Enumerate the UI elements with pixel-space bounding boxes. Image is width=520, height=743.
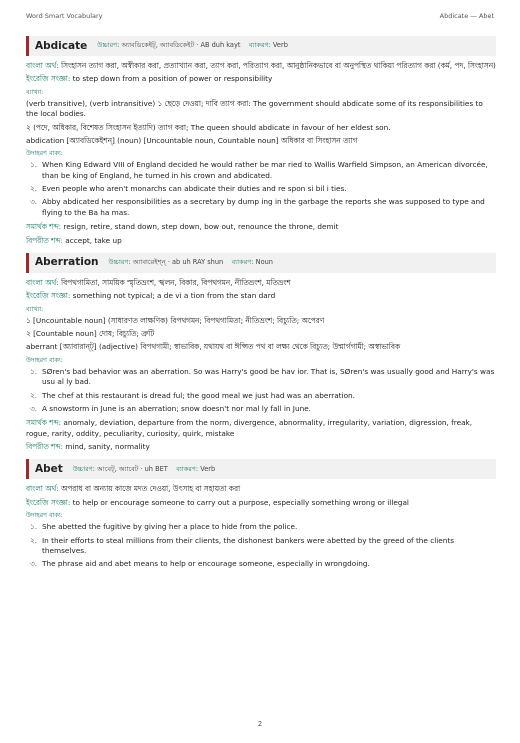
explanation-line: ১ [Uncountable noun] (সাধারণত লাক্ষণিক) বিপথগমন; বিপথগামিতা; নীতিভ্রংশ; বিচ্যুতি; অপেরণ bbox=[26, 315, 325, 325]
vocab-entry bbox=[26, 36, 496, 246]
vocab-entry bbox=[26, 459, 496, 569]
explanation-line: aberrant [অ্যাবারান্ট্‌] (adjective) বিপথগামী; স্বাভাবিক, যথাযথ বা ঈপ্সিত পথ বা লক্ষ্য থেকে বিচ্যুত; উন্মার্গগামী; অস্বাভাবিক bbox=[26, 342, 401, 352]
example-text: When King Edward VIII of England decided he would rather be mar ried to Wallis Warfield Simpson, an American divorcée, than be king of England, he turned in his crown and abdicated. bbox=[42, 160, 488, 180]
example-item bbox=[26, 367, 496, 388]
explanation-line: ২ [Countable noun] দোষ; বিচ্যুতি; ত্রুটি bbox=[26, 329, 155, 339]
english-definition-line bbox=[26, 498, 496, 508]
entry-header bbox=[26, 253, 496, 273]
example-text: In their efforts to steal millions from their clients, the dishonest bankers were abetted by the greed of the clients themselves. bbox=[42, 535, 455, 555]
example-item bbox=[26, 197, 496, 218]
antonyms: accept, take up bbox=[65, 235, 122, 245]
example-number: ১. bbox=[30, 522, 38, 532]
english-definition-label: ইংরেজি সংজ্ঞা: bbox=[26, 291, 71, 301]
bangla-meaning: অপরাধ বা অন্যায় কাজে মদত দেওয়া, উৎসাহ বা সহায়তা করা bbox=[61, 484, 241, 494]
bangla-meaning-label: বাংলা অর্থ: bbox=[26, 484, 59, 494]
pronunciation-label: উচ্চারণ: bbox=[108, 258, 131, 267]
english-definition-line bbox=[26, 74, 496, 84]
synonyms-label: সমার্থক শব্দ: bbox=[26, 418, 62, 428]
part-of-speech: Noun bbox=[255, 258, 273, 267]
example-number: ২. bbox=[30, 535, 38, 545]
pronunciation: আবেট্‌, অ্যাবেট · uh BET bbox=[97, 464, 168, 473]
example-item bbox=[26, 522, 496, 532]
explanation-line: (verb transitive), (verb intransitive) ১ ছেড়ে দেওয়া; দাবি ত্যাগ করা: The government should abdicate some of its responsibilities to the local bodies. bbox=[26, 98, 483, 119]
part-of-speech-label: ব্যাকরণ: bbox=[248, 41, 271, 50]
example-text: The phrase aid and abet means to help or encourage someone, especially in wrongdoing. bbox=[42, 559, 370, 569]
part-of-speech-label: ব্যাকরণ: bbox=[231, 258, 254, 267]
example-text: She abetted the fugitive by giving her a place to hide from the police. bbox=[42, 522, 298, 532]
english-definition-label: ইংরেজি সংজ্ঞা: bbox=[26, 497, 71, 507]
example-text: A snowstorm in June is an aberration; snow doesn't nor mal ly fall in June. bbox=[42, 403, 312, 413]
part-of-speech: Verb bbox=[200, 464, 216, 473]
english-definition: to help or encourage someone to carry out a purpose, especially something wrong or illegal bbox=[72, 497, 409, 507]
synonyms-line bbox=[26, 222, 496, 232]
english-definition-label: ইংরেজি সংজ্ঞা: bbox=[26, 74, 71, 84]
example-item bbox=[26, 559, 496, 569]
example-item bbox=[26, 404, 496, 414]
example-text: Even people who aren't monarchs can abdicate their duties and re spon si bil i ties. bbox=[42, 184, 347, 194]
bangla-meaning-line bbox=[26, 61, 496, 71]
page-number: 2 bbox=[257, 720, 263, 728]
header-book-title: Word Smart Vocabulary bbox=[26, 12, 103, 20]
pronunciation-line bbox=[109, 258, 273, 267]
antonyms-label: বিপরীত শব্দ: bbox=[26, 442, 63, 451]
synonyms: anomaly, deviation, departure from the norm, divergence, abnormality, irregularity, variation, digression, freak, rogue, rarity, oddity, peculiarity, curiosity, quirk, mistake bbox=[26, 418, 473, 438]
headword: Aberration bbox=[35, 256, 99, 269]
examples-label: উদাহরণ বাক্য: bbox=[26, 149, 63, 158]
part-of-speech: Verb bbox=[272, 41, 288, 50]
antonyms-line bbox=[26, 236, 496, 246]
headword: Abet bbox=[35, 462, 63, 475]
examples-label: উদাহরণ বাক্য: bbox=[26, 511, 63, 520]
example-text: SØren's bad behavior was an aberration. So was Harry's good be hav ior. That is, SØren's was usually good and Harry's was usu al ly bad. bbox=[42, 366, 495, 387]
explanation-label: ব্যাখ্যা: bbox=[26, 304, 44, 313]
example-number: ২. bbox=[30, 390, 38, 400]
examples-list bbox=[26, 522, 496, 569]
example-number: ৩. bbox=[30, 403, 38, 413]
antonyms: mind, sanity, normality bbox=[65, 442, 150, 451]
explanation-line: abdication [অ্যাবডিকেইশন্‌] (noun) [Uncountable noun, Countable noun] অধিকার বা সিংহাসন ত্যাগ bbox=[26, 135, 358, 145]
example-item bbox=[26, 536, 496, 557]
bangla-meaning-label: বাংলা অর্থ: bbox=[26, 61, 59, 70]
part-of-speech-label: ব্যাকরণ: bbox=[176, 464, 199, 473]
synonyms: resign, retire, stand down, step down, bow out, renounce the throne, demit bbox=[63, 222, 339, 232]
header-word-range: Abdicate — Abet bbox=[439, 12, 494, 20]
entry-header bbox=[26, 459, 496, 479]
pronunciation-label: উচ্চারণ: bbox=[97, 41, 120, 50]
antonyms-label: বিপরীত শব্দ: bbox=[26, 235, 63, 245]
bangla-meaning: সিংহাসন ত্যাগ করা, অস্বীকার করা, প্রত্যাখ্যান করা, ত্যাগ করা, পরিত্যাগ করা, আনুষ্ঠানিকভাবে বা অনুপস্থিত থাকিয়া পরিত্যাগ করা (কর্ম, পদ, সিংহাসন) bbox=[61, 61, 496, 70]
bangla-meaning-line bbox=[26, 278, 496, 288]
example-item bbox=[26, 391, 496, 401]
example-number: ১. bbox=[30, 160, 38, 170]
antonyms-line bbox=[26, 442, 496, 452]
synonyms-label: সমার্থক শব্দ: bbox=[26, 222, 62, 232]
english-definition: to step down from a position of power or responsibility bbox=[72, 74, 273, 84]
example-number: ১. bbox=[30, 366, 38, 376]
running-header bbox=[26, 12, 494, 21]
pronunciation-line bbox=[97, 41, 288, 50]
pronunciation: অ্যাবডিকেইট্‌, অ্যাবডিকেইট · AB duh kayt bbox=[121, 41, 241, 50]
english-definition-line bbox=[26, 291, 496, 301]
entry-header bbox=[26, 36, 496, 56]
examples-list bbox=[26, 367, 496, 414]
example-number: ২. bbox=[30, 184, 38, 194]
bangla-meaning: বিপথগামিতা, সাময়িক স্মৃতিভ্রংশ, স্খলন, বিকার, বিপথগমন, নীতিভ্রংশ, মতিভ্রংশ bbox=[61, 277, 291, 287]
english-definition: something not typical; a de vi a tion from the stan dard bbox=[72, 291, 276, 301]
pronunciation-line bbox=[73, 465, 215, 474]
explanation-label: ব্যাখ্যা: bbox=[26, 87, 44, 96]
bangla-meaning-label: বাংলা অর্থ: bbox=[26, 277, 59, 287]
example-number: ৩. bbox=[30, 197, 38, 207]
pronunciation-label: উচ্চারণ: bbox=[72, 464, 95, 473]
example-item bbox=[26, 184, 496, 194]
example-number: ৩. bbox=[30, 559, 38, 569]
vocab-entry bbox=[26, 253, 496, 453]
headword: Abdicate bbox=[35, 39, 88, 52]
synonyms-line bbox=[26, 418, 496, 439]
pronunciation: অ্যাবারেইশ্‌ন্‌ · ab uh RAY shun bbox=[132, 258, 224, 267]
example-text: Abby abdicated her responsibilities as a secretary by dump ing in the garbage the reports she was supposed to type and flying to the Ba ha mas. bbox=[42, 197, 485, 217]
examples-list bbox=[26, 160, 496, 218]
examples-label: উদাহরণ বাক্য: bbox=[26, 355, 63, 364]
explanation-line: ২ (পদে, অধিকার, বিশেষত সিংহাসন ইত্যাদি) ত্যাগ করা; The queen should abdicate in favour of her eldest son. bbox=[26, 122, 391, 132]
example-text: The chef at this restaurant is dread ful; the good meal we just had was an aberration. bbox=[42, 390, 355, 400]
bangla-meaning-line bbox=[26, 484, 496, 494]
example-item bbox=[26, 160, 496, 181]
entries-container bbox=[26, 36, 496, 577]
